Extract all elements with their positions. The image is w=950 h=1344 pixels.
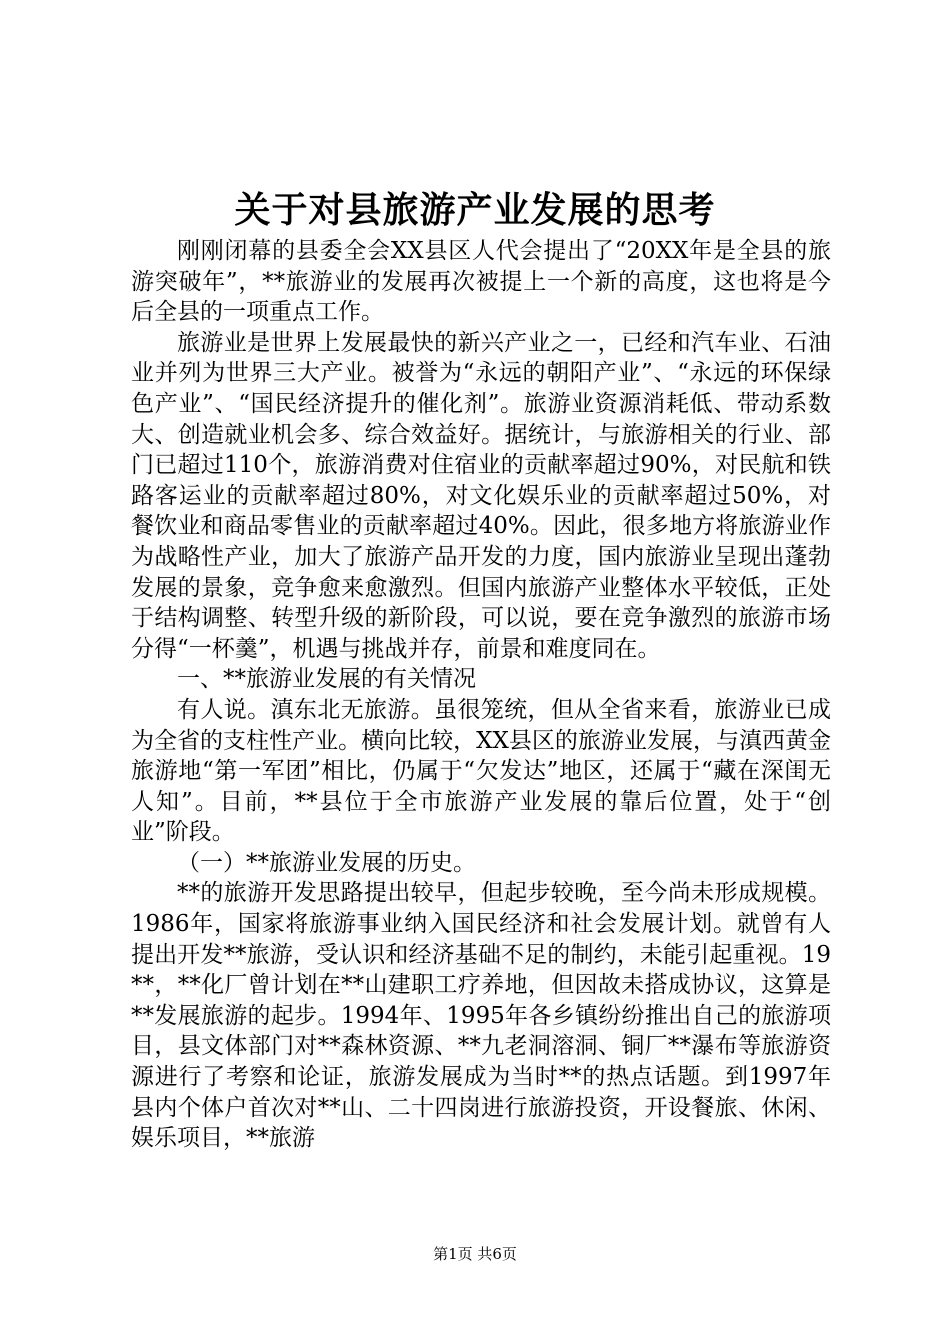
paragraph-current-situation: 有人说。滇东北无旅游。虽很笼统，但从全省来看，旅游业已成为全省的支柱性产业。横向比较，XX县区的旅游业发展，与滇西黄金旅游地“第一军团”相比，仍属于“欠发达”地区，还属于“藏在深闺无人知”。目前，**县位于全市旅游产业发展的靠后位置，处于“创业”阶段。 — [131, 696, 831, 846]
paragraph-history: **的旅游开发思路提出较早，但起步较晚，至今尚未形成规模。1986年，国家将旅游事业纳入国民经济和社会发展计划。就曾有人提出开发**旅游，受认识和经济基础不足的制约，未能引起重视。19**，**化厂曾计划在**山建职工疗养地，但因故未搭成协议，这算是**发展旅游的起步。1994年、1995年各乡镇纷纷推出自己的旅游项目，县文体部门对**森林资源、**九老洞溶洞、铜厂**瀑布等旅游资源进行了考察和论证，旅游发展成为当时**的热点话题。到1997年县内个体户首次对**山、二十四岗进行旅游投资，开设餐旅、休闲、娱乐项目，**旅游 — [131, 880, 831, 1152]
section-heading-1: 一、**旅游业发展的有关情况 — [177, 666, 476, 693]
document-title: 关于对县旅游产业发展的思考 — [234, 189, 716, 231]
paragraph-industry-overview: 旅游业是世界上发展最快的新兴产业之一，已经和汽车业、石油业并列为世界三大产业。被誉为“永远的朝阳产业”、“永远的环保绿色产业”、“国民经济提升的催化剂”。旅游业资源消耗低、带动系数大、创造就业机会多、综合效益好。据统计，与旅游相关的行业、部门已超过110个，旅游消费对住宿业的贡献率超过90%，对民航和铁路客运业的贡献率超过80%，对文化娱乐业的贡献率超过50%，对餐饮业和商品零售业的贡献率超过40%。因此，很多地方将旅游业作为战略性产业，加大了旅游产品开发的力度，国内旅游业呈现出蓬勃发展的景象，竞争愈来愈激烈。但国内旅游产业整体水平较低，正处于结构调整、转型升级的新阶段，可以说，要在竞争激烈的旅游市场分得“一杯羹”，机遇与挑战并存，前景和难度同在。 — [131, 329, 831, 662]
page-footer: 第1页 共6页 — [433, 1245, 517, 1263]
subsection-heading-1: （一）**旅游业发展的历史。 — [177, 849, 476, 876]
document-body — [131, 236, 831, 1154]
paragraph-intro: 刚刚闭幕的县委全会XX县区人代会提出了“20XX年是全县的旅游突破年”，**旅游业的发展再次被提上一个新的高度，这也将是今后全县的一项重点工作。 — [131, 238, 831, 326]
